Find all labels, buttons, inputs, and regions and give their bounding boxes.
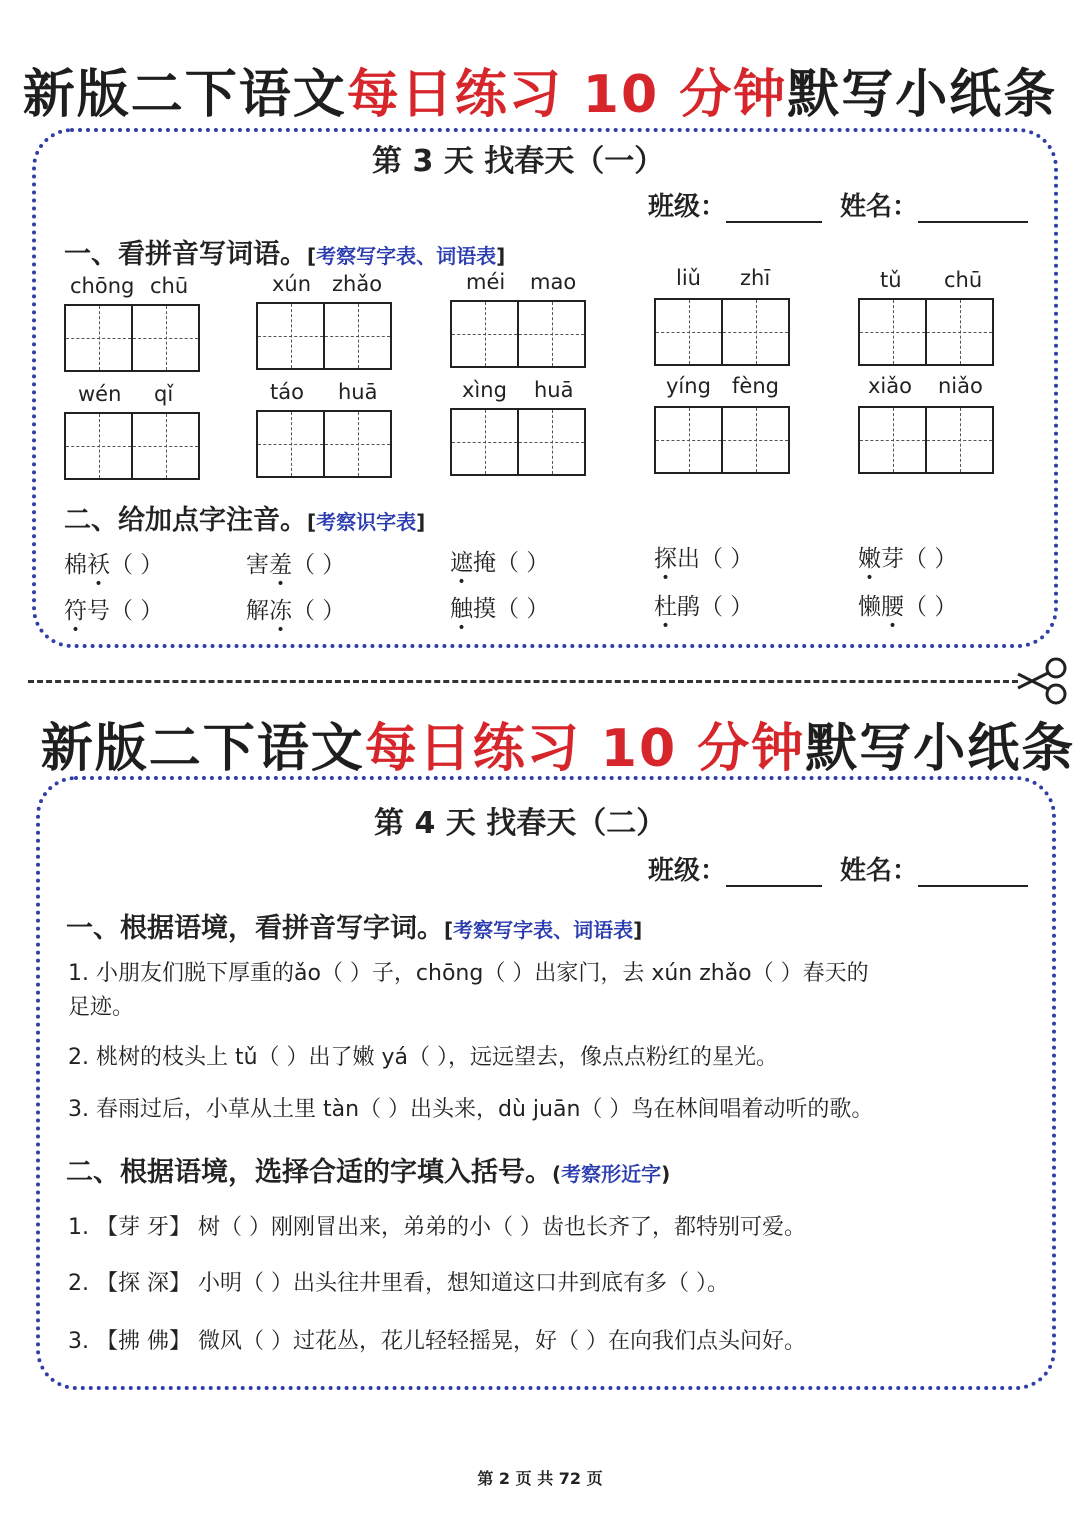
pinyin-7b: huā — [338, 380, 378, 404]
pinyin-5b: chū — [944, 268, 983, 292]
pinyin-9b: fèng — [732, 374, 779, 398]
page-title-2: 新版二下语文每日练习 10 分钟默写小纸条 — [40, 719, 1076, 779]
pinyin-8b: huā — [534, 378, 574, 402]
question-3[interactable]: 3. 春雨过后，小草从土里 tàn（ ）出头来，dù juān（ ）鸟在林间唱着动听的歌。 — [68, 1097, 874, 1122]
pinyin-1a: chōng — [70, 274, 135, 298]
writing-grid[interactable] — [256, 410, 392, 478]
page-title-1: 新版二下语文每日练习 10 分钟默写小纸条 — [22, 65, 1058, 125]
scissors-icon — [1014, 656, 1070, 710]
pinyin-6b: qǐ — [154, 382, 174, 406]
writing-grid[interactable] — [64, 304, 200, 372]
pinyin-4a: liǔ — [676, 266, 701, 290]
pinyin-3b: mao — [530, 270, 577, 294]
question-1-cont: 足迹。 — [68, 995, 135, 1020]
question-1[interactable]: 1. 小朋友们脱下厚重的ǎo（ ）子，chōng（ ）出家门，去 xún zhǎo（ ）春天的 — [68, 961, 869, 986]
pinyin-7a: táo — [270, 380, 304, 404]
phonetic-item[interactable]: 杜鹃（ ） — [654, 594, 754, 620]
writing-grid[interactable] — [450, 408, 586, 476]
phonetic-item[interactable]: 触摸（ ） — [450, 596, 550, 622]
writing-grid[interactable] — [858, 298, 994, 366]
day3-title: 第 3 天 找春天（一） — [372, 144, 665, 179]
writing-grid[interactable] — [858, 406, 994, 474]
name-field-1[interactable]: 姓名： — [840, 186, 1028, 223]
phonetic-item[interactable]: 探出（ ） — [654, 546, 754, 572]
section-phonetic-title: 二、给加点字注音。[考察识字表] — [64, 505, 426, 536]
class-field-1[interactable]: 班级： — [648, 186, 822, 223]
pinyin-10a: xiǎo — [868, 374, 912, 398]
writing-grid[interactable] — [450, 300, 586, 368]
day4-title: 第 4 天 找春天（二） — [374, 806, 667, 841]
class-field-2[interactable]: 班级： — [648, 850, 822, 887]
phonetic-item[interactable]: 害羞（ ） — [246, 552, 346, 578]
choice-2[interactable]: 2. 【探 深】 小明（ ）出头往井里看，想知道这口井到底有多（ ）。 — [68, 1271, 729, 1296]
phonetic-item[interactable]: 懒腰（ ） — [858, 594, 958, 620]
phonetic-item[interactable]: 嫩芽（ ） — [858, 546, 958, 572]
pinyin-2b: zhǎo — [332, 272, 383, 296]
pinyin-10b: niǎo — [938, 374, 983, 398]
pinyin-9a: yíng — [666, 374, 711, 398]
choice-3[interactable]: 3. 【拂 佛】 微风（ ）过花丛，花儿轻轻摇晃，好（ ）在向我们点头问好。 — [68, 1329, 806, 1354]
section-context-title: 一、根据语境，看拼音写字词。[考察写字表、词语表] — [66, 913, 643, 944]
phonetic-item[interactable]: 解冻（ ） — [246, 598, 346, 624]
pinyin-1b: chū — [150, 274, 189, 298]
choice-1[interactable]: 1. 【芽 牙】 树（ ）刚刚冒出来，弟弟的小（ ）齿也长齐了，都特别可爱。 — [68, 1215, 806, 1240]
page-number: 第 2 页 共 72 页 — [477, 1469, 603, 1488]
section-choice-title: 二、根据语境，选择合适的字填入括号。(考察形近字) — [66, 1157, 671, 1188]
pinyin-6a: wén — [78, 382, 122, 406]
pinyin-3a: méi — [466, 270, 506, 294]
writing-grid[interactable] — [654, 298, 790, 366]
pinyin-8a: xìng — [462, 378, 507, 402]
phonetic-item[interactable]: 遮掩（ ） — [450, 550, 550, 576]
section-pinyin-title: 一、看拼音写词语。[考察写字表、词语表] — [64, 239, 506, 270]
writing-grid[interactable] — [654, 406, 790, 474]
cut-line — [28, 680, 1018, 683]
pinyin-2a: xún — [272, 272, 312, 296]
writing-grid[interactable] — [64, 412, 200, 480]
name-field-2[interactable]: 姓名： — [840, 850, 1028, 887]
pinyin-5a: tǔ — [880, 268, 902, 292]
phonetic-item[interactable]: 棉袄（ ） — [64, 552, 164, 578]
phonetic-item[interactable]: 符号（ ） — [64, 598, 164, 624]
pinyin-4b: zhī — [740, 266, 771, 290]
writing-grid[interactable] — [256, 302, 392, 370]
question-2[interactable]: 2. 桃树的枝头上 tǔ（ ）出了嫩 yá（ ），远远望去，像点点粉红的星光。 — [68, 1045, 779, 1070]
